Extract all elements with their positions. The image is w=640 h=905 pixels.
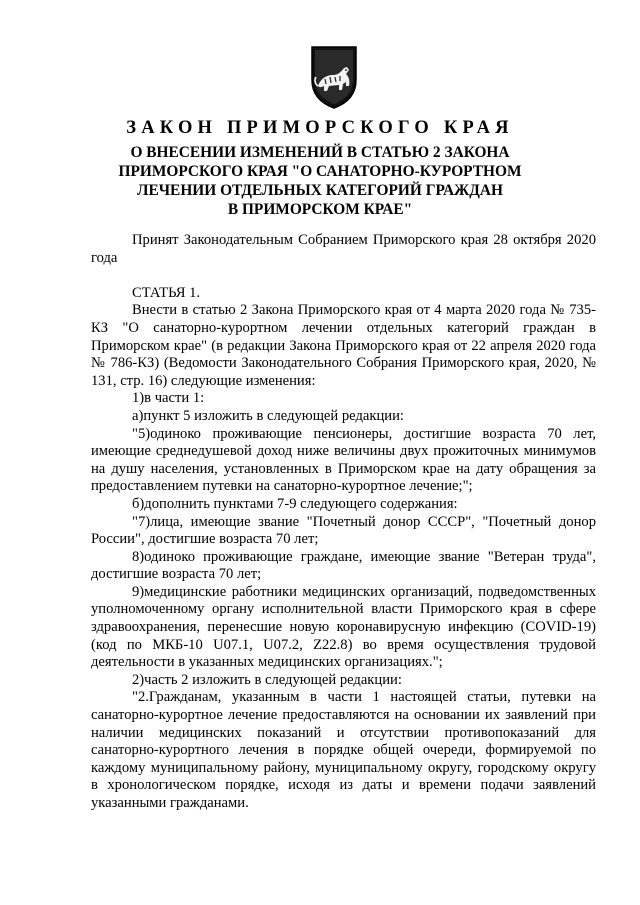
item-9: 9)медицинские работники медицинских организаций, подведомственных уполномоченному органу исполнительной власти Приморского края в сфере здравоохранения, перенесшие новую коронавирусную инфекцию (COVID-19) (код по МКБ-10 U07.1, U07.2, Z22.8) во время осуществления трудовой деятельности в указанных медицинских организациях."; [91, 583, 596, 671]
part-2-text: "2.Гражданам, указанным в части 1 настоящей статьи, путевки на санаторно-курортное лечение предоставляются на основании их заявлений при наличии медицинских показаний и отсутствии противопоказаний для санаторно-курортного лечения в порядке общей очереди, формируемой по каждому муниципальному району, муниципальному округу, городскому округу в хронологическом порядке, исходя из даты и времени подачи заявлений указанными гражданами. [91, 689, 596, 811]
law-body [91, 232, 596, 813]
coat-of-arms-icon [305, 44, 363, 110]
law-subtitle-line: ПРИМОРСКОГО КРАЯ "О САНАТОРНО-КУРОРТНОМ [118, 163, 522, 180]
subitem-b: б)дополнить пунктами 7-9 следующего содержания: [132, 495, 458, 512]
part-2-label: 2)часть 2 изложить в следующей редакции: [132, 671, 402, 688]
law-subtitle-line: О ВНЕСЕНИИ ИЗМЕНЕНИЙ В СТАТЬЮ 2 ЗАКОНА [130, 144, 510, 161]
law-subtitle-line: ЛЕЧЕНИИ ОТДЕЛЬНЫХ КАТЕГОРИЙ ГРАЖДАН [137, 182, 503, 199]
article-heading: СТАТЬЯ 1. [132, 284, 201, 301]
item-8: 8)одиноко проживающие граждане, имеющие звание "Ветеран труда", достигшие возраста 70 лет; [91, 548, 596, 583]
law-subtitle-line: В ПРИМОРСКОМ КРАЕ" [227, 201, 413, 218]
law-subtitle [60, 143, 580, 219]
subitem-a: а)пункт 5 изложить в следующей редакции: [132, 407, 404, 424]
item-7: "7)лица, имеющие звание "Почетный донор СССР", "Почетный донор России", достигшие возраста 70 лет; [91, 513, 596, 548]
law-title: ЗАКОН ПРИМОРСКОГО КРАЯ [126, 118, 514, 138]
part-1-label: 1)в части 1: [132, 390, 205, 407]
article-intro: Внести в статью 2 Закона Приморского края от 4 марта 2020 года № 735-КЗ "О санаторно-курортном лечении отдельных категорий граждан в Приморском крае" (в редакции Закона Приморского края от 22 апреля 2020 года № 786-КЗ) (Ведомости Законодательного Собрания Приморского края, 2020, № 131, стр. 16) следующие изменения: [91, 302, 596, 389]
adoption-note: Принят Законодательным Собранием Приморского края 28 октября 2020 года [91, 232, 596, 266]
item-5: "5)одиноко проживающие пенсионеры, достигшие возраста 70 лет, имеющие среднедушевой доход ниже величины двух прожиточных минимумов на душу населения, установленных в Приморском крае на дату обращения за предоставлением путевки на санаторно-курортное лечение;"; [91, 425, 596, 495]
